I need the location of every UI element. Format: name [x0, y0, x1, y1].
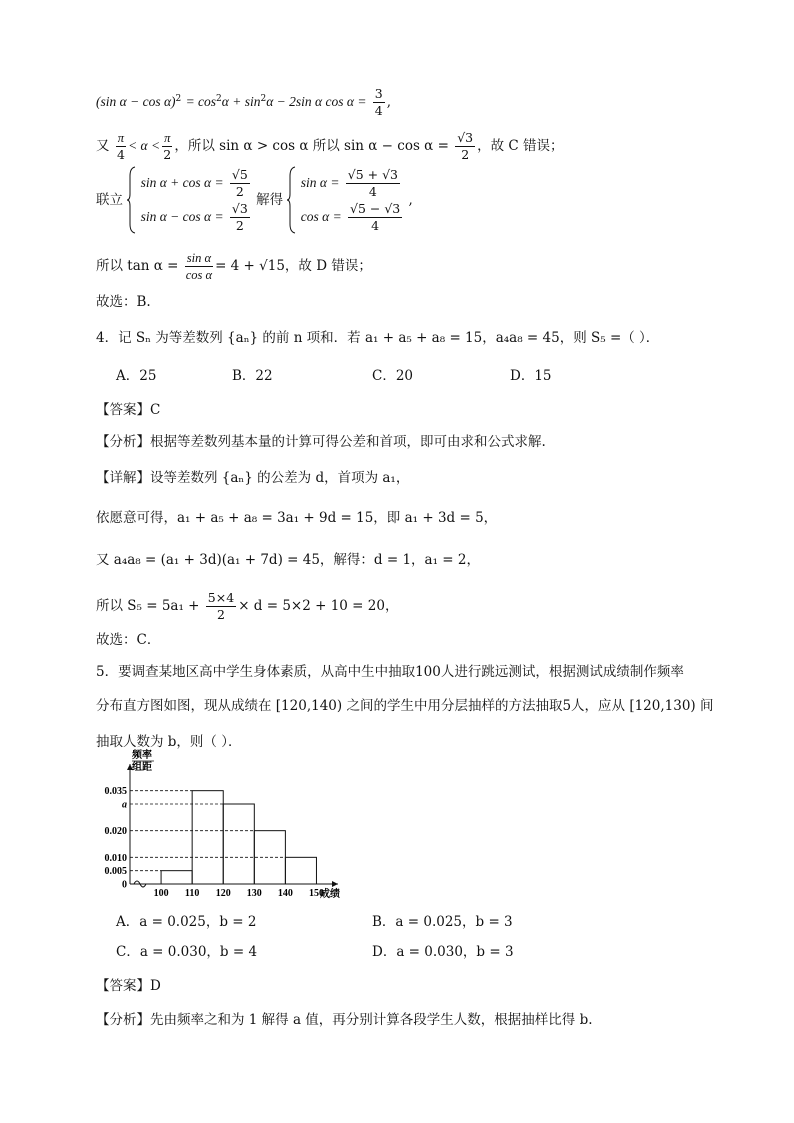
- x-tick-label: 140: [277, 888, 293, 899]
- y-axis-label-bottom: 组距: [132, 762, 152, 773]
- histogram-bar: [192, 791, 223, 884]
- q5-option-b: B．a = 0.025，b = 3: [372, 914, 513, 930]
- x-tick-label: 100: [153, 888, 169, 899]
- q5-stem-2: 分布直方图如图，现从成绩在 [120,140) 之间的学生中用分层抽样的方法抽取5人，应从 [120,130) 间: [96, 698, 714, 714]
- s3-line3: 联立 sin α + cos α = $\frac{√5}{2}$ sin α − cos α = $\frac{√3}{2}$ 解得 sin α = $\frac{√5 + √3}{4}$ cos α = $\frac{√5 - √3}{4}$ ,: [96, 167, 413, 233]
- s3-line2: 又 $\frac{\pi}{4}$ < α < $\frac{\pi}{2}$ ，所以 sin α > cos α 所以 sin α − cos α = $\frac{√3}{2}$ ，故 C 错误；: [96, 130, 564, 162]
- s3-line4: 所以 tan α = $\frac{\text{sin α}}{\text{cos α}}$ = 4 + √15，故 D 错误；: [96, 251, 372, 282]
- s3-selection: 故选：B.: [96, 294, 151, 310]
- q5-option-a: A．a = 0.025，b = 2: [116, 914, 257, 930]
- q4-answer: 【答案】C: [96, 402, 161, 418]
- q4-analysis: 【分析】根据等差数列基本量的计算可得公差和首项，即可由求和公式求解.: [96, 434, 546, 450]
- left-brace-icon: [287, 166, 296, 234]
- y-axis-label-top: 频率: [132, 750, 152, 761]
- q4-option-d: D．15: [510, 368, 552, 384]
- q4-option-c: C．20: [372, 368, 414, 384]
- y-tick-label: 0: [122, 879, 127, 891]
- q4-option-a: A．25: [116, 368, 157, 384]
- q4-line1: 依愿意可得，a₁ + a₅ + a₈ = 3a₁ + 9d = 15，即 a₁ + 3d = 5，: [96, 510, 498, 526]
- frequency-histogram: [96, 750, 346, 900]
- q5-analysis: 【分析】先由频率之和为 1 解得 a 值，再分别计算各段学生人数，根据抽样比得 b.: [96, 1012, 593, 1028]
- q4-option-b: B．22: [232, 368, 273, 384]
- y-tick-label: a: [122, 799, 127, 811]
- histogram-bar: [161, 871, 192, 884]
- histogram-bar: [223, 804, 254, 884]
- x-axis-label: 成绩: [320, 889, 340, 900]
- y-tick-label: 0.035: [104, 786, 127, 798]
- q4-selection: 故选：C．: [96, 632, 161, 648]
- x-tick-label: 110: [184, 888, 200, 899]
- q4-stem: 4．记 Sₙ 为等差数列 {aₙ} 的前 n 项和．若 a₁ + a₅ + a₈ = 15，a₄a₈ = 45，则 S₅ =（ ）．: [96, 330, 660, 346]
- q5-stem-1: 5．要调查某地区高中学生身体素质，从高中生中抽取100人进行跳远测试，根据测试成绩制作频率: [96, 664, 684, 680]
- q5-option-d: D．a = 0.030，b = 3: [372, 944, 514, 960]
- q5-stem-3: 抽取人数为 b，则（ ）．: [96, 734, 242, 750]
- q4-detail: 【详解】设等差数列 {aₙ} 的公差为 d，首项为 a₁，: [96, 470, 410, 486]
- y-tick-label: 0.020: [104, 826, 127, 838]
- q5-option-c: C．a = 0.030，b = 4: [116, 944, 258, 960]
- q5-answer: 【答案】D: [96, 978, 161, 994]
- q4-line3: 所以 S₅ = 5a₁ + $\frac{5\times 4}{2}$ × d = 5×2 + 10 = 20，: [96, 590, 399, 622]
- y-tick-label: 0.005: [104, 866, 127, 878]
- y-tick-label: 0.010: [104, 852, 127, 864]
- histogram-bar: [285, 857, 316, 884]
- x-axis-arrow-icon: [332, 881, 338, 887]
- x-tick-label: 130: [246, 888, 262, 899]
- left-brace-icon: [127, 166, 136, 234]
- x-tick-label: 120: [215, 888, 231, 899]
- s3-line1: (sin $\alpha - \cos \alpha)^2 = \cos^2\alpha + \sin^2\alpha - 2\sin$ α cos α = $\frac{3}{4}$ ,: [96, 86, 391, 118]
- x-tick-label: 150: [308, 888, 324, 899]
- q4-line2: 又 a₄a₈ = (a₁ + 3d)(a₁ + 7d) = 45，解得：d = 1，a₁ = 2，: [96, 552, 480, 568]
